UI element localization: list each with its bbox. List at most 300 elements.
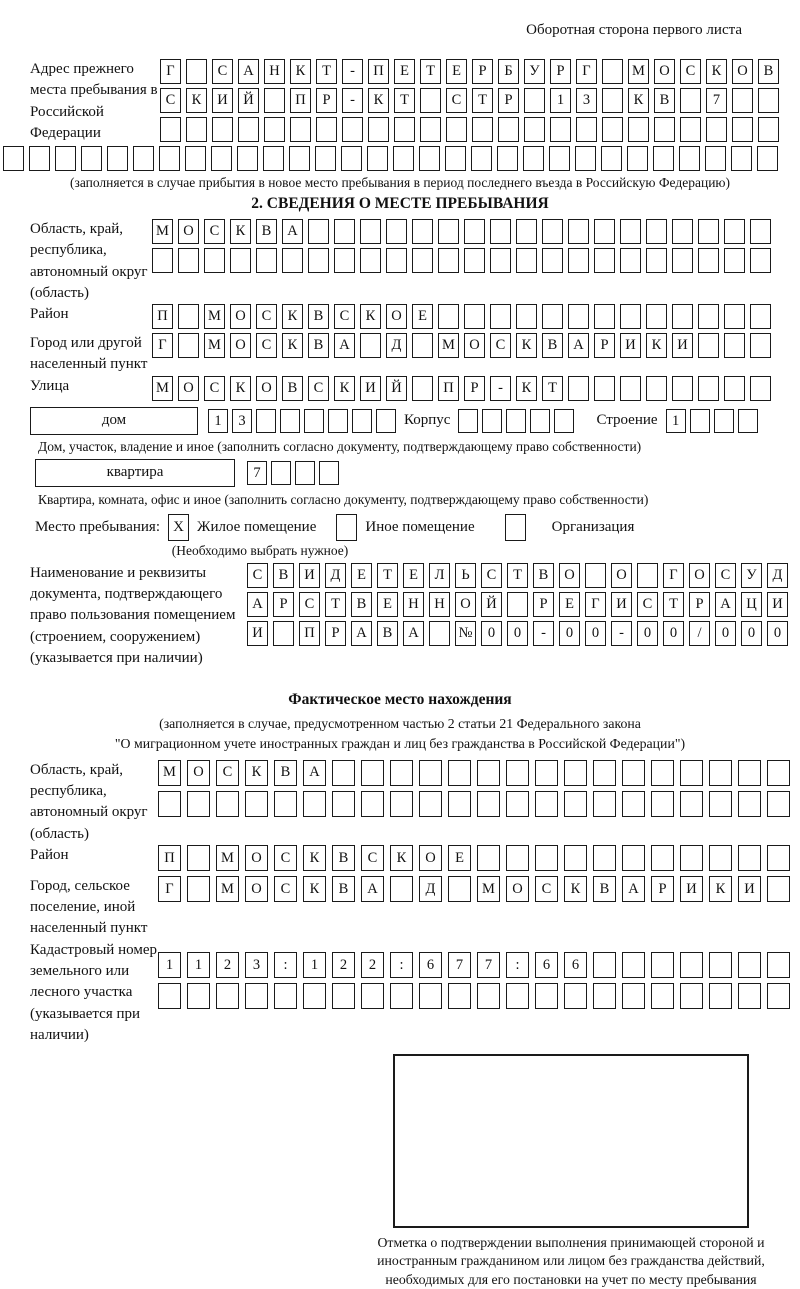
char-box[interactable] (393, 146, 414, 171)
char-box[interactable] (429, 621, 450, 646)
char-box[interactable] (601, 146, 622, 171)
char-box[interactable]: Д (419, 876, 442, 902)
char-box[interactable]: Д (325, 563, 346, 588)
char-box[interactable]: А (568, 333, 589, 358)
char-box[interactable] (550, 117, 571, 142)
char-box[interactable]: О (559, 563, 580, 588)
char-box[interactable]: В (533, 563, 554, 588)
char-box[interactable] (524, 117, 545, 142)
char-box[interactable] (542, 248, 563, 273)
char-box[interactable] (352, 409, 372, 433)
char-box[interactable]: И (247, 621, 268, 646)
char-box[interactable] (602, 59, 623, 84)
char-box[interactable]: К (282, 304, 303, 329)
char-box[interactable] (308, 248, 329, 273)
char-box[interactable] (334, 248, 355, 273)
char-box[interactable]: - (490, 376, 511, 401)
char-box[interactable]: Е (351, 563, 372, 588)
char-box[interactable]: - (342, 59, 363, 84)
char-box[interactable] (568, 248, 589, 273)
char-box[interactable]: С (204, 219, 225, 244)
char-box[interactable] (750, 304, 771, 329)
char-box[interactable]: В (377, 621, 398, 646)
char-box[interactable] (367, 146, 388, 171)
char-box[interactable]: 0 (559, 621, 580, 646)
char-box[interactable] (271, 461, 291, 485)
char-box[interactable] (412, 376, 433, 401)
char-box[interactable]: О (464, 333, 485, 358)
char-box[interactable]: 7 (448, 952, 471, 978)
char-box[interactable] (332, 791, 355, 817)
char-box[interactable] (256, 248, 277, 273)
char-box[interactable] (738, 791, 761, 817)
char-box[interactable] (342, 117, 363, 142)
char-box[interactable]: М (158, 760, 181, 786)
char-box[interactable] (724, 219, 745, 244)
char-box[interactable]: М (152, 219, 173, 244)
char-box[interactable]: Р (273, 592, 294, 617)
char-box[interactable] (282, 248, 303, 273)
char-box[interactable]: К (516, 333, 537, 358)
char-box[interactable]: 0 (507, 621, 528, 646)
char-box[interactable] (651, 952, 674, 978)
char-box[interactable] (334, 219, 355, 244)
char-box[interactable] (506, 409, 526, 433)
char-box[interactable]: 3 (576, 88, 597, 113)
char-box[interactable] (490, 219, 511, 244)
char-box[interactable]: Е (403, 563, 424, 588)
char-box[interactable] (516, 248, 537, 273)
char-box[interactable]: О (455, 592, 476, 617)
char-box[interactable]: М (477, 876, 500, 902)
char-box[interactable] (360, 219, 381, 244)
char-box[interactable]: Г (152, 333, 173, 358)
char-box[interactable] (419, 146, 440, 171)
char-box[interactable] (593, 791, 616, 817)
char-box[interactable] (523, 146, 544, 171)
char-box[interactable]: У (741, 563, 762, 588)
char-box[interactable] (386, 219, 407, 244)
char-box[interactable]: О (230, 304, 251, 329)
char-box[interactable] (724, 376, 745, 401)
char-box[interactable]: 1 (187, 952, 210, 978)
char-box[interactable] (506, 983, 529, 1009)
char-box[interactable] (622, 791, 645, 817)
char-box[interactable]: Г (663, 563, 684, 588)
stay-type-checkbox-other[interactable] (336, 514, 357, 541)
char-box[interactable] (750, 376, 771, 401)
char-box[interactable]: А (361, 876, 384, 902)
char-box[interactable] (319, 461, 339, 485)
char-box[interactable] (620, 376, 641, 401)
char-box[interactable] (738, 409, 758, 433)
char-box[interactable] (216, 983, 239, 1009)
char-box[interactable]: Р (550, 59, 571, 84)
char-box[interactable] (602, 117, 623, 142)
char-box[interactable]: Р (316, 88, 337, 113)
char-box[interactable]: И (672, 333, 693, 358)
char-box[interactable]: И (611, 592, 632, 617)
char-box[interactable]: М (204, 333, 225, 358)
char-box[interactable] (530, 409, 550, 433)
char-box[interactable]: Т (663, 592, 684, 617)
char-box[interactable]: Г (576, 59, 597, 84)
char-box[interactable]: М (438, 333, 459, 358)
char-box[interactable] (497, 146, 518, 171)
char-box[interactable] (448, 791, 471, 817)
char-box[interactable] (535, 845, 558, 871)
char-box[interactable] (341, 146, 362, 171)
char-box[interactable]: М (204, 304, 225, 329)
char-box[interactable]: А (238, 59, 259, 84)
char-box[interactable] (438, 248, 459, 273)
char-box[interactable]: О (178, 376, 199, 401)
char-box[interactable]: И (299, 563, 320, 588)
char-box[interactable]: 0 (767, 621, 788, 646)
char-box[interactable]: 1 (303, 952, 326, 978)
char-box[interactable] (412, 219, 433, 244)
char-box[interactable] (709, 983, 732, 1009)
char-box[interactable] (646, 219, 667, 244)
char-box[interactable]: В (256, 219, 277, 244)
char-box[interactable] (159, 146, 180, 171)
char-box[interactable] (211, 146, 232, 171)
char-box[interactable] (542, 304, 563, 329)
char-box[interactable] (651, 983, 674, 1009)
char-box[interactable] (602, 88, 623, 113)
char-box[interactable] (698, 333, 719, 358)
char-box[interactable]: В (274, 760, 297, 786)
char-box[interactable] (554, 409, 574, 433)
char-box[interactable] (280, 409, 300, 433)
char-box[interactable]: 2 (332, 952, 355, 978)
char-box[interactable] (178, 304, 199, 329)
char-box[interactable]: О (386, 304, 407, 329)
char-box[interactable] (653, 146, 674, 171)
char-box[interactable]: С (715, 563, 736, 588)
char-box[interactable]: П (438, 376, 459, 401)
char-box[interactable]: К (628, 88, 649, 113)
char-box[interactable] (620, 219, 641, 244)
char-box[interactable] (315, 146, 336, 171)
char-box[interactable] (767, 845, 790, 871)
char-box[interactable] (477, 983, 500, 1009)
char-box[interactable]: С (160, 88, 181, 113)
char-box[interactable]: 7 (477, 952, 500, 978)
char-box[interactable]: М (628, 59, 649, 84)
char-box[interactable]: С (216, 760, 239, 786)
char-box[interactable] (627, 146, 648, 171)
char-box[interactable]: 2 (361, 952, 384, 978)
char-box[interactable] (680, 88, 701, 113)
char-box[interactable]: Е (448, 845, 471, 871)
char-box[interactable] (637, 563, 658, 588)
char-box[interactable] (264, 88, 285, 113)
char-box[interactable]: В (654, 88, 675, 113)
char-box[interactable] (158, 983, 181, 1009)
char-box[interactable] (680, 952, 703, 978)
char-box[interactable] (767, 983, 790, 1009)
char-box[interactable] (420, 117, 441, 142)
char-box[interactable] (464, 304, 485, 329)
char-box[interactable] (750, 219, 771, 244)
char-box[interactable] (738, 845, 761, 871)
char-box[interactable] (438, 304, 459, 329)
char-box[interactable]: К (564, 876, 587, 902)
char-box[interactable] (724, 333, 745, 358)
char-box[interactable]: С (212, 59, 233, 84)
char-box[interactable] (394, 117, 415, 142)
char-box[interactable]: Г (158, 876, 181, 902)
char-box[interactable]: Т (542, 376, 563, 401)
char-box[interactable] (593, 845, 616, 871)
char-box[interactable] (576, 117, 597, 142)
char-box[interactable] (376, 409, 396, 433)
char-box[interactable]: 1 (208, 409, 228, 433)
char-box[interactable]: С (490, 333, 511, 358)
char-box[interactable] (709, 760, 732, 786)
char-box[interactable] (738, 952, 761, 978)
char-box[interactable]: - (342, 88, 363, 113)
char-box[interactable]: Р (594, 333, 615, 358)
char-box[interactable] (186, 117, 207, 142)
char-box[interactable] (698, 219, 719, 244)
char-box[interactable] (308, 219, 329, 244)
char-box[interactable]: Т (420, 59, 441, 84)
char-box[interactable] (622, 760, 645, 786)
char-box[interactable] (412, 248, 433, 273)
char-box[interactable] (594, 376, 615, 401)
char-box[interactable]: В (308, 304, 329, 329)
char-box[interactable] (360, 248, 381, 273)
char-box[interactable] (680, 791, 703, 817)
char-box[interactable]: В (282, 376, 303, 401)
char-box[interactable]: О (187, 760, 210, 786)
char-box[interactable]: А (247, 592, 268, 617)
char-box[interactable]: В (332, 876, 355, 902)
char-box[interactable] (390, 876, 413, 902)
char-box[interactable]: А (351, 621, 372, 646)
char-box[interactable] (507, 592, 528, 617)
char-box[interactable]: А (622, 876, 645, 902)
char-box[interactable] (622, 983, 645, 1009)
char-box[interactable] (758, 117, 779, 142)
char-box[interactable] (724, 304, 745, 329)
char-box[interactable]: Т (316, 59, 337, 84)
char-box[interactable]: 7 (706, 88, 727, 113)
char-box[interactable] (187, 791, 210, 817)
char-box[interactable] (256, 409, 276, 433)
char-box[interactable]: К (186, 88, 207, 113)
char-box[interactable] (390, 760, 413, 786)
char-box[interactable] (709, 791, 732, 817)
char-box[interactable]: Д (767, 563, 788, 588)
char-box[interactable] (680, 845, 703, 871)
char-box[interactable]: Н (403, 592, 424, 617)
char-box[interactable]: О (230, 333, 251, 358)
char-box[interactable]: В (273, 563, 294, 588)
char-box[interactable] (29, 146, 50, 171)
char-box[interactable] (448, 876, 471, 902)
char-box[interactable] (274, 791, 297, 817)
char-box[interactable] (672, 376, 693, 401)
char-box[interactable]: 7 (247, 461, 267, 485)
char-box[interactable]: Й (238, 88, 259, 113)
char-box[interactable]: 6 (564, 952, 587, 978)
char-box[interactable]: С (256, 333, 277, 358)
char-box[interactable]: : (506, 952, 529, 978)
char-box[interactable] (81, 146, 102, 171)
char-box[interactable] (698, 376, 719, 401)
char-box[interactable] (264, 117, 285, 142)
char-box[interactable] (750, 333, 771, 358)
char-box[interactable]: 3 (245, 952, 268, 978)
char-box[interactable]: Е (377, 592, 398, 617)
char-box[interactable]: У (524, 59, 545, 84)
char-box[interactable] (750, 248, 771, 273)
char-box[interactable] (216, 791, 239, 817)
char-box[interactable] (690, 409, 710, 433)
char-box[interactable] (680, 983, 703, 1009)
char-box[interactable] (448, 760, 471, 786)
char-box[interactable] (472, 117, 493, 142)
char-box[interactable]: Г (585, 592, 606, 617)
char-box[interactable]: О (256, 376, 277, 401)
char-box[interactable]: С (680, 59, 701, 84)
char-box[interactable]: 0 (715, 621, 736, 646)
char-box[interactable]: Е (446, 59, 467, 84)
char-box[interactable] (238, 117, 259, 142)
char-box[interactable] (368, 117, 389, 142)
char-box[interactable]: В (308, 333, 329, 358)
stay-type-checkbox-organization[interactable] (505, 514, 526, 541)
char-box[interactable] (767, 876, 790, 902)
char-box[interactable] (464, 219, 485, 244)
char-box[interactable]: / (689, 621, 710, 646)
char-box[interactable]: И (620, 333, 641, 358)
char-box[interactable]: П (299, 621, 320, 646)
char-box[interactable] (390, 983, 413, 1009)
char-box[interactable] (412, 333, 433, 358)
char-box[interactable] (273, 621, 294, 646)
char-box[interactable]: С (446, 88, 467, 113)
char-box[interactable] (672, 219, 693, 244)
char-box[interactable] (482, 409, 502, 433)
char-box[interactable] (757, 146, 778, 171)
char-box[interactable] (732, 88, 753, 113)
char-box[interactable]: К (390, 845, 413, 871)
char-box[interactable]: Р (689, 592, 710, 617)
char-box[interactable]: Т (472, 88, 493, 113)
char-box[interactable] (160, 117, 181, 142)
char-box[interactable] (316, 117, 337, 142)
char-box[interactable] (698, 304, 719, 329)
char-box[interactable] (419, 983, 442, 1009)
char-box[interactable] (498, 117, 519, 142)
char-box[interactable] (303, 791, 326, 817)
char-box[interactable]: К (290, 59, 311, 84)
char-box[interactable] (446, 117, 467, 142)
char-box[interactable]: 2 (216, 952, 239, 978)
char-box[interactable] (732, 117, 753, 142)
char-box[interactable]: О (611, 563, 632, 588)
char-box[interactable]: К (230, 376, 251, 401)
char-box[interactable] (672, 304, 693, 329)
char-box[interactable]: С (361, 845, 384, 871)
char-box[interactable] (332, 760, 355, 786)
char-box[interactable]: С (299, 592, 320, 617)
char-box[interactable]: М (216, 876, 239, 902)
char-box[interactable] (361, 760, 384, 786)
char-box[interactable] (568, 304, 589, 329)
char-box[interactable]: К (706, 59, 727, 84)
char-box[interactable]: К (245, 760, 268, 786)
char-box[interactable] (448, 983, 471, 1009)
char-box[interactable] (535, 791, 558, 817)
char-box[interactable]: Е (559, 592, 580, 617)
char-box[interactable] (738, 983, 761, 1009)
char-box[interactable] (185, 146, 206, 171)
char-box[interactable] (709, 845, 732, 871)
char-box[interactable] (594, 219, 615, 244)
char-box[interactable] (724, 248, 745, 273)
char-box[interactable] (458, 409, 478, 433)
char-box[interactable]: О (419, 845, 442, 871)
char-box[interactable]: А (715, 592, 736, 617)
char-box[interactable] (706, 117, 727, 142)
char-box[interactable] (651, 760, 674, 786)
char-box[interactable] (245, 983, 268, 1009)
char-box[interactable] (445, 146, 466, 171)
char-box[interactable] (524, 88, 545, 113)
char-box[interactable] (516, 219, 537, 244)
char-box[interactable]: 6 (535, 952, 558, 978)
char-box[interactable]: К (516, 376, 537, 401)
char-box[interactable] (568, 219, 589, 244)
char-box[interactable] (187, 983, 210, 1009)
char-box[interactable] (187, 876, 210, 902)
char-box[interactable] (564, 845, 587, 871)
char-box[interactable] (477, 845, 500, 871)
char-box[interactable] (107, 146, 128, 171)
char-box[interactable] (295, 461, 315, 485)
char-box[interactable]: М (216, 845, 239, 871)
char-box[interactable]: Т (394, 88, 415, 113)
char-box[interactable] (152, 248, 173, 273)
char-box[interactable]: К (368, 88, 389, 113)
char-box[interactable] (709, 952, 732, 978)
char-box[interactable] (304, 409, 324, 433)
char-box[interactable]: 0 (663, 621, 684, 646)
char-box[interactable]: А (282, 219, 303, 244)
char-box[interactable]: О (245, 876, 268, 902)
char-box[interactable]: 1 (158, 952, 181, 978)
char-box[interactable]: Л (429, 563, 450, 588)
char-box[interactable]: : (390, 952, 413, 978)
char-box[interactable] (178, 333, 199, 358)
char-box[interactable] (420, 88, 441, 113)
char-box[interactable] (490, 248, 511, 273)
char-box[interactable]: А (403, 621, 424, 646)
char-box[interactable]: К (303, 845, 326, 871)
char-box[interactable]: Р (533, 592, 554, 617)
char-box[interactable] (585, 563, 606, 588)
char-box[interactable]: А (303, 760, 326, 786)
char-box[interactable] (158, 791, 181, 817)
char-box[interactable]: О (245, 845, 268, 871)
char-box[interactable] (731, 146, 752, 171)
char-box[interactable] (594, 248, 615, 273)
